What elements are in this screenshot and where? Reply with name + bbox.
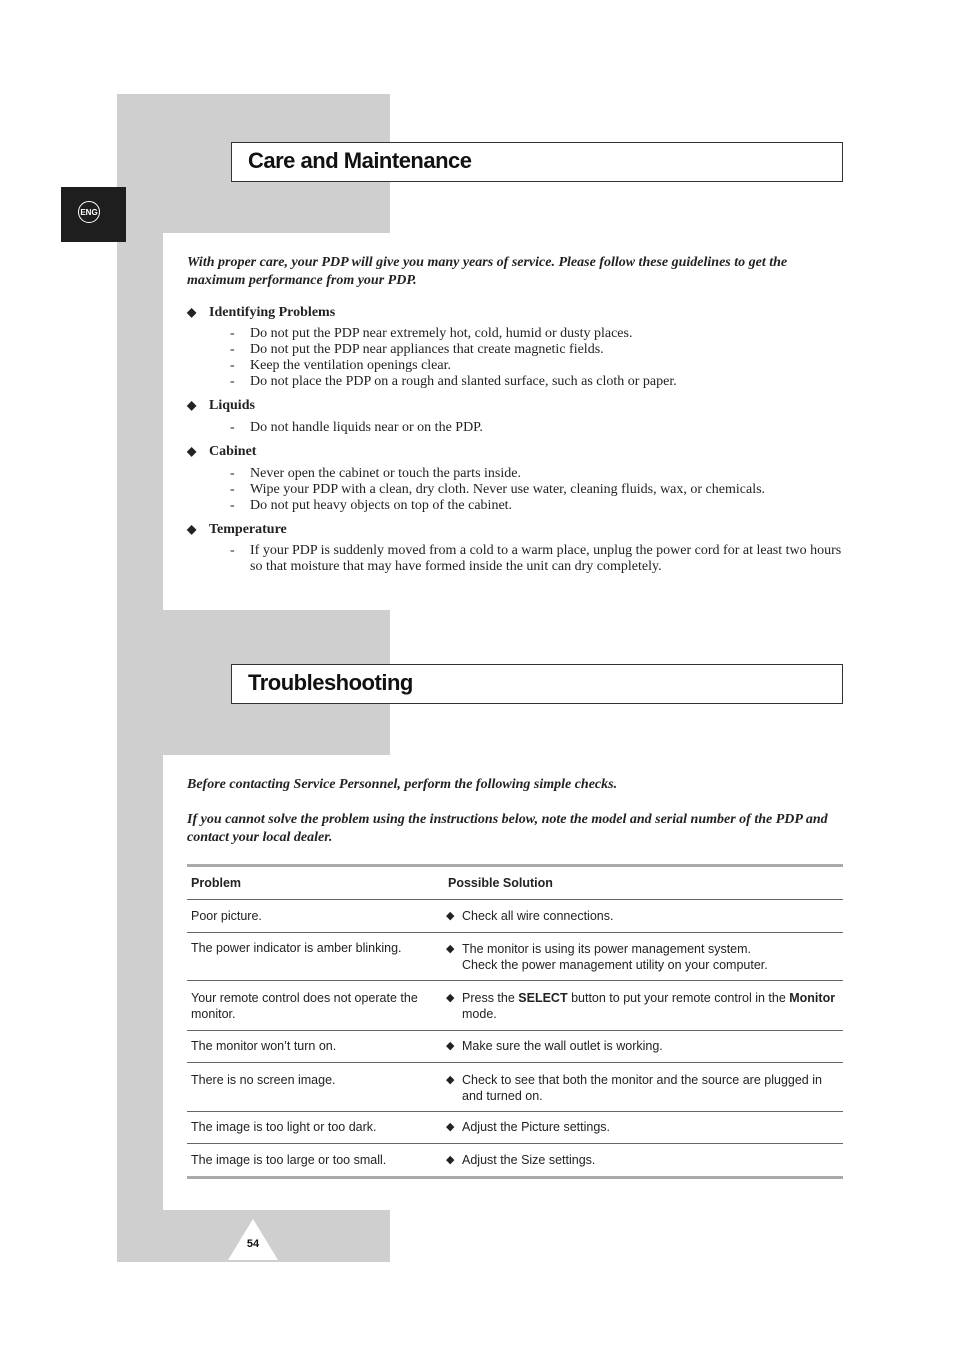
section-heading-liquids: ◆ Liquids	[187, 398, 255, 413]
care-title-box	[231, 142, 843, 182]
list-item: - Do not place the PDP on a rough and slanted surface, such as cloth or paper.	[230, 374, 677, 389]
list-item: - Do not put heavy objects on top of the cabinet.	[230, 498, 513, 513]
section-heading-cabinet: ◆ Cabinet	[187, 444, 257, 459]
diamond-bullet-icon: ◆	[187, 398, 197, 412]
language-badge: ENG	[78, 201, 100, 223]
list-liquids	[230, 420, 845, 436]
diamond-bullet-icon: ◆	[446, 1154, 455, 1166]
list-item: - Do not put the PDP near appliances that create magnetic fields.	[230, 342, 604, 357]
diamond-bullet-icon: ◆	[187, 522, 197, 536]
diamond-bullet-icon: ◆	[446, 910, 455, 922]
diamond-bullet-icon: ◆	[446, 1121, 455, 1133]
trouble-title: Troubleshooting	[248, 670, 413, 695]
page-number: 54	[246, 1238, 260, 1250]
list-item: - Do not put the PDP near extremely hot, cold, humid or dusty places.	[230, 326, 633, 341]
list-item: - If your PDP is suddenly moved from a cold to a warm place, unplug the power cord for at least two hours so that moisture that may have formed inside the unit can dry completely.	[230, 543, 842, 574]
trouble-title-box	[231, 664, 843, 704]
table-row: Your remote control does not operate the monitor. ◆ Press the SELECT button to put your remote control in the Monitor mode.	[187, 981, 843, 1031]
section-heading-temperature: ◆ Temperature	[187, 522, 287, 537]
header-problem: Problem	[191, 876, 242, 890]
table-row: The power indicator is amber blinking. ◆ The monitor is using its power management system. Check the power management utility on your computer.	[187, 933, 843, 981]
care-title: Care and Maintenance	[248, 148, 472, 173]
table-header-row	[187, 867, 843, 900]
table-row: There is no screen image. ◆ Check to see that both the monitor and the source are plugged in and turned on.	[187, 1063, 843, 1112]
diamond-bullet-icon: ◆	[446, 992, 455, 1004]
trouble-intro-1: Before contacting Service Personnel, perform the following simple checks.	[187, 777, 618, 792]
troubleshooting-table	[187, 864, 843, 1179]
trouble-intro-2: If you cannot solve the problem using the instructions below, note the model and serial number of the PDP and contact your local dealer.	[187, 812, 828, 845]
list-cabinet	[230, 466, 845, 514]
diamond-bullet-icon: ◆	[446, 1040, 455, 1052]
table-row: The monitor won’t turn on. ◆ Make sure the wall outlet is working.	[187, 1031, 843, 1063]
section-heading-identifying: ◆ Identifying Problems	[187, 305, 336, 320]
diamond-bullet-icon: ◆	[446, 1074, 455, 1086]
list-item: - Keep the ventilation openings clear.	[230, 358, 451, 373]
language-tab	[61, 187, 126, 242]
header-solution: Possible Solution	[448, 876, 553, 890]
diamond-bullet-icon: ◆	[446, 943, 455, 955]
list-temperature	[230, 543, 845, 575]
table-row: The image is too large or too small. ◆ Adjust the Size settings.	[187, 1144, 843, 1179]
list-identifying	[230, 326, 845, 390]
table-row: The image is too light or too dark. ◆ Adjust the Picture settings.	[187, 1112, 843, 1144]
list-item: - Do not handle liquids near or on the PDP.	[230, 420, 483, 435]
diamond-bullet-icon: ◆	[187, 444, 197, 458]
diamond-bullet-icon: ◆	[187, 305, 197, 319]
table-row: Poor picture. ◆ Check all wire connections.	[187, 900, 843, 933]
list-item: - Wipe your PDP with a clean, dry cloth. Never use water, cleaning fluids, wax, or chemicals.	[230, 482, 766, 497]
list-item: - Never open the cabinet or touch the parts inside.	[230, 466, 521, 481]
care-intro: With proper care, your PDP will give you many years of service. Please follow these guidelines to get the maximum performance from your PDP.	[187, 255, 788, 288]
